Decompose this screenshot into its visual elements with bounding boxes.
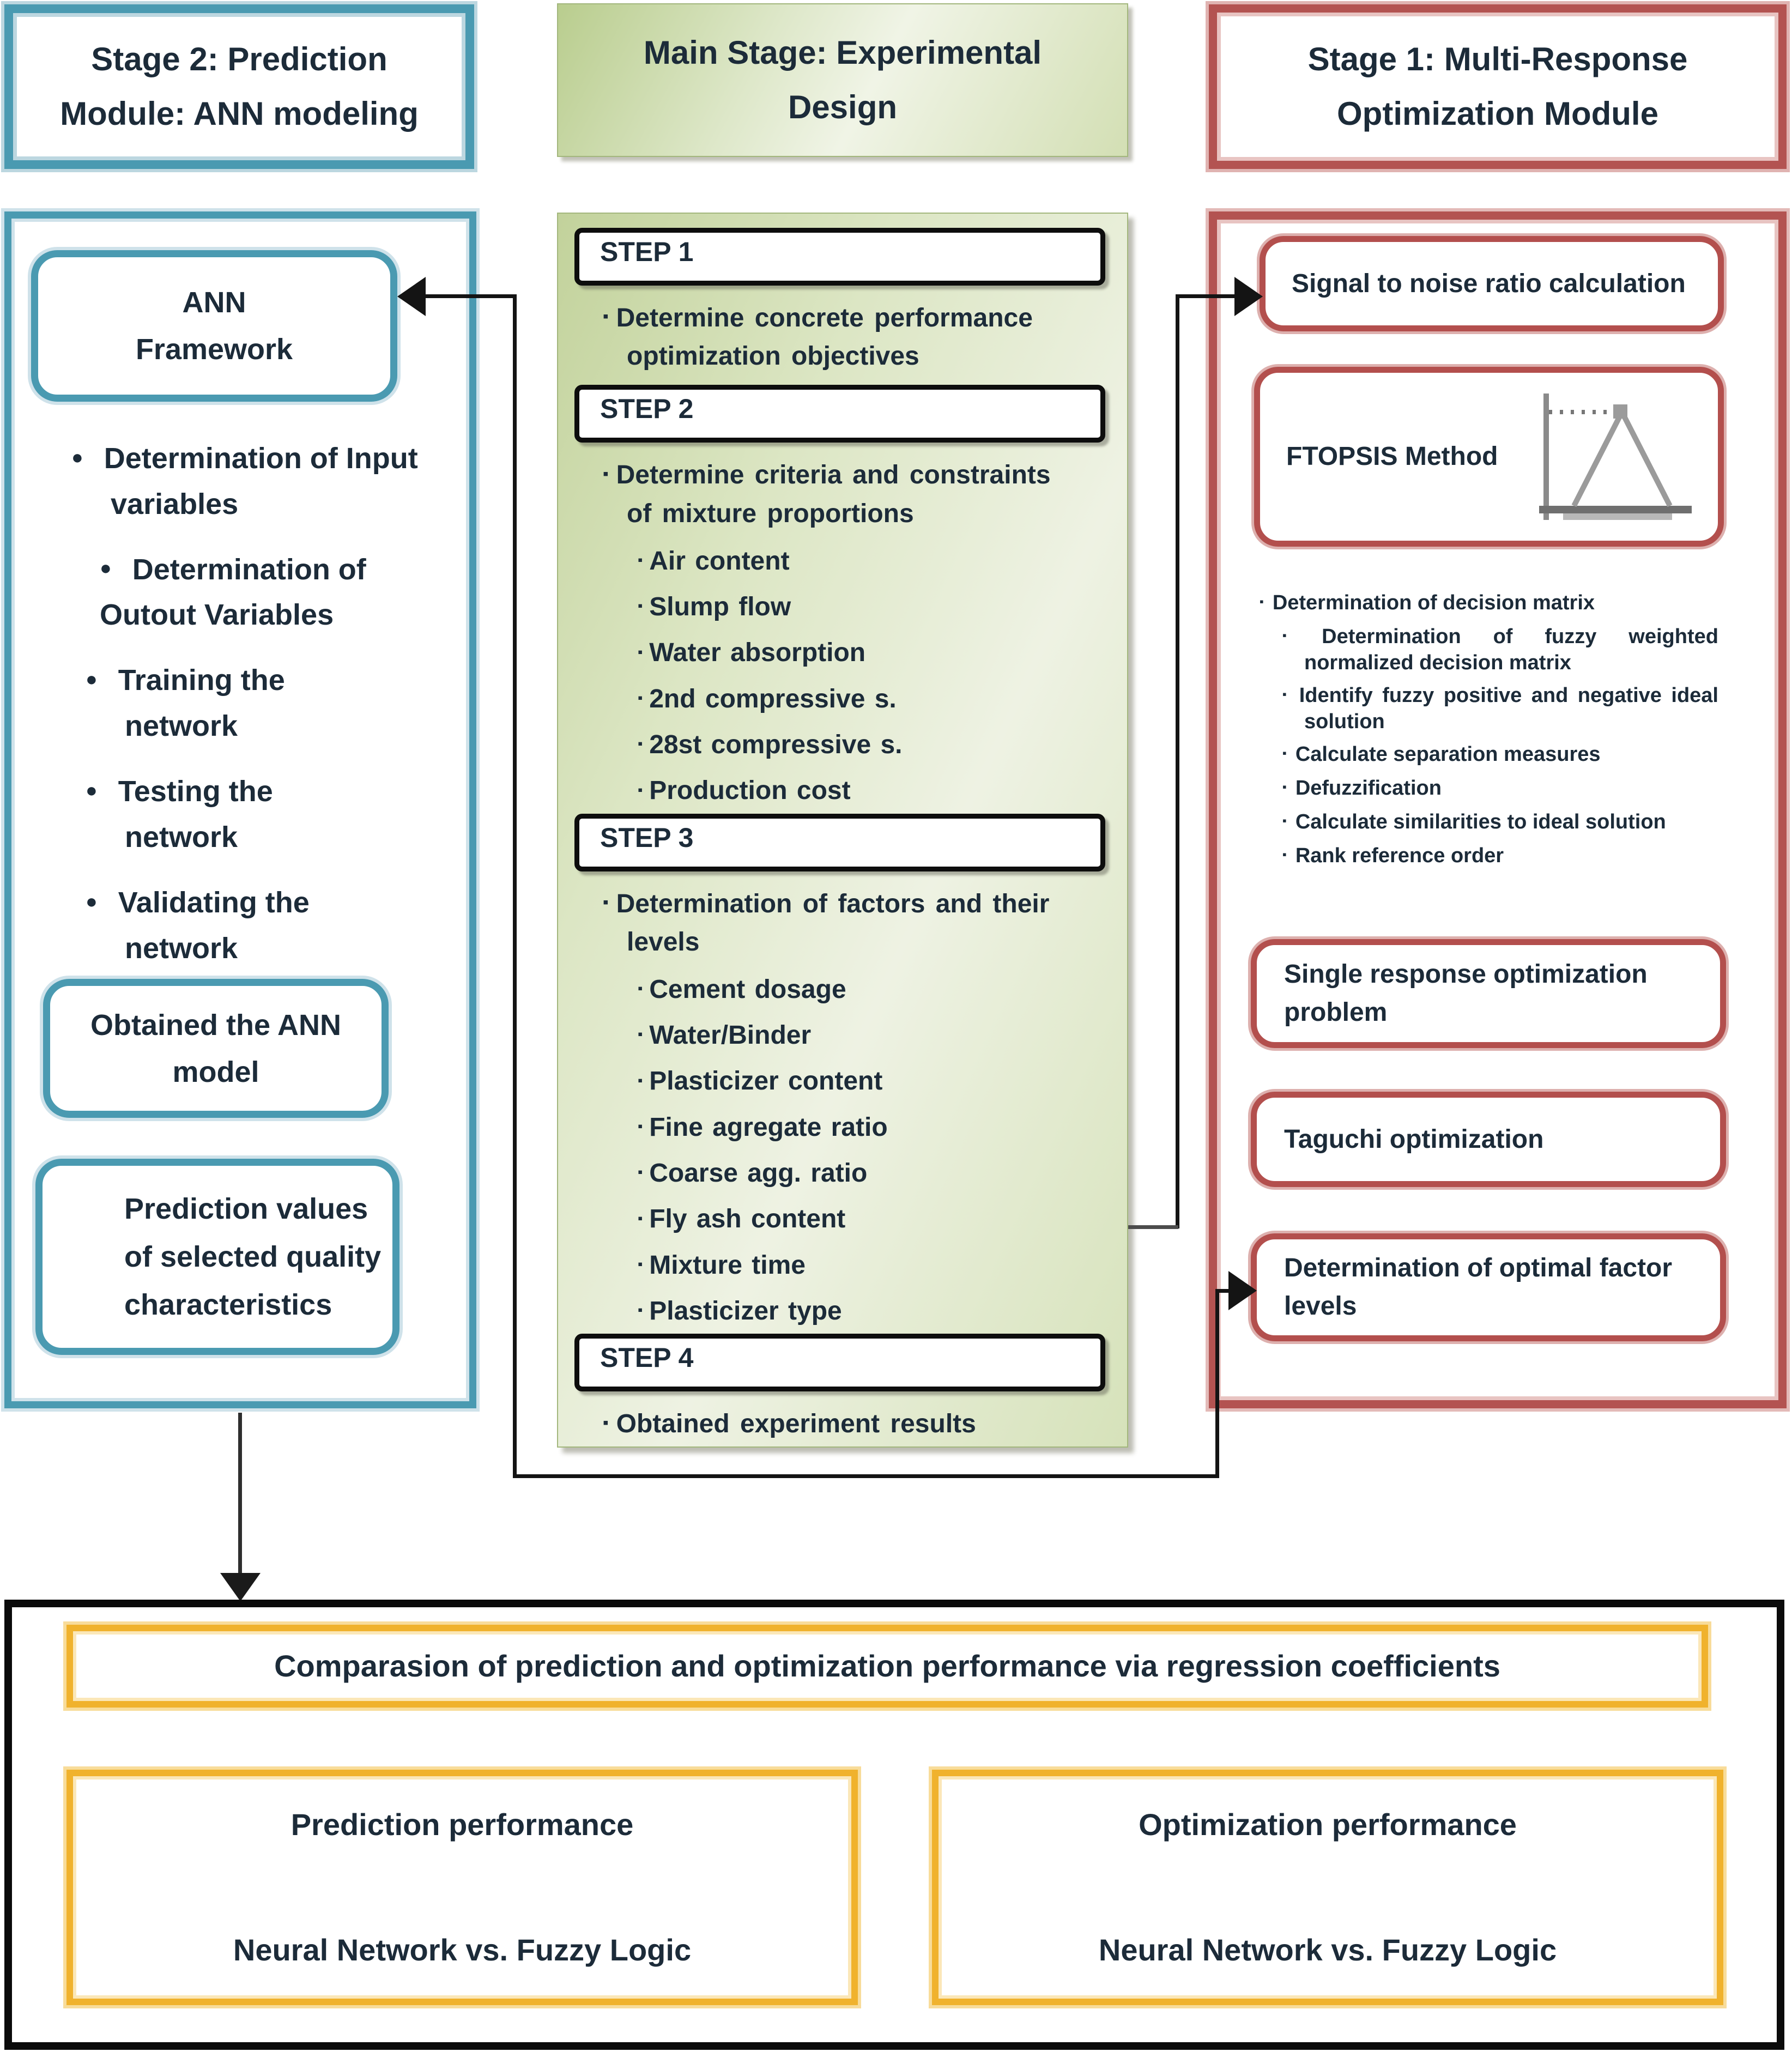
step-main-bullet <box>603 457 1113 495</box>
step-sub-bullet <box>638 1112 1113 1145</box>
step-main-text: Determine concrete performance <box>616 304 1033 332</box>
ann-step-text: Testing the <box>118 775 273 808</box>
optimization-module-panel <box>1209 211 1787 1408</box>
ftopsis-step-item <box>1282 776 1718 802</box>
ftopsis-step-text: Determination of fuzzy weighted normalized decision matrix <box>1304 625 1718 674</box>
step-header: STEP 3 <box>574 814 1105 871</box>
ann-step-line: variables <box>111 487 239 520</box>
ann-step-text: Training the <box>118 664 285 697</box>
prediction-values-line3: characteristics <box>124 1288 332 1321</box>
ann-step-line: network <box>125 710 238 743</box>
optimization-performance-line1: Optimization performance <box>1139 1807 1517 1842</box>
stage1-header-line2: Optimization Module <box>1337 95 1658 132</box>
ftopsis-step-text: Calculate separation measures <box>1295 742 1601 766</box>
ftopsis-step-item <box>1282 624 1718 675</box>
square-bullet-icon: ▪ <box>638 1209 643 1226</box>
prediction-values-box <box>35 1159 399 1355</box>
optimization-performance-line2: Neural Network vs. Fuzzy Logic <box>1098 1933 1557 1967</box>
square-bullet-icon: ▪ <box>638 735 643 752</box>
prediction-performance-box <box>66 1770 858 2005</box>
step-header: STEP 2 <box>574 385 1105 443</box>
stage2-header-line1: Stage 2: Prediction <box>91 41 388 77</box>
bullet-icon: ● <box>86 889 98 912</box>
main-stage-header-line2: Design <box>788 89 898 125</box>
square-bullet-icon: ▪ <box>638 980 643 997</box>
ann-step-text: Determination of Input <box>104 442 418 475</box>
ftopsis-step-item <box>1282 742 1718 768</box>
step-main-bullet <box>603 1406 1113 1444</box>
experimental-design-panel <box>557 213 1128 1448</box>
step-sub-bullet <box>638 546 1113 578</box>
signal-to-noise-label: Signal to noise ratio calculation <box>1292 269 1686 298</box>
connector-down-vertical <box>238 1413 242 1576</box>
comparison-box-label: Comparasion of prediction and optimization performance via regression coefficients <box>274 1649 1500 1683</box>
single-response-box <box>1251 939 1726 1048</box>
step-sub-bullet <box>638 591 1113 624</box>
step-sub-bullet <box>638 729 1113 762</box>
prediction-module-panel <box>4 211 476 1408</box>
square-bullet-icon: ▪ <box>1282 687 1291 701</box>
step-sub-text: Mixture time <box>649 1250 806 1280</box>
square-bullet-icon: ▪ <box>603 307 609 326</box>
step-sub-bullet <box>638 1296 1113 1328</box>
step-sub-bullet <box>638 1066 1113 1098</box>
square-bullet-icon: ▪ <box>638 1302 643 1318</box>
step-main-bullet <box>603 886 1113 924</box>
main-stage-header-line1: Main Stage: Experimental <box>643 34 1042 71</box>
step-sub-bullet <box>638 1158 1113 1190</box>
square-bullet-icon: ▪ <box>1282 779 1287 794</box>
step-sub-text: 2nd compressive s. <box>649 684 897 713</box>
ann-step-line <box>86 658 442 704</box>
square-bullet-icon: ▪ <box>638 689 643 706</box>
stage2-header-line2: Module: ANN modeling <box>60 95 419 132</box>
signal-to-noise-box <box>1260 236 1724 331</box>
ftopsis-step-item <box>1260 590 1690 616</box>
ann-step-line: network <box>125 820 238 854</box>
ann-step-item <box>86 658 442 748</box>
connector-bottom-horizontal <box>513 1474 1219 1478</box>
step-sub-text: Fine agregate ratio <box>649 1112 888 1142</box>
square-bullet-icon: ▪ <box>638 1256 643 1272</box>
step-sub-text: 28st compressive s. <box>649 730 903 759</box>
step-header: STEP 1 <box>574 228 1105 286</box>
step-sub-text: Water absorption <box>649 638 866 668</box>
step-sub-text: Coarse agg. ratio <box>649 1159 868 1188</box>
ann-step-text: Validating the <box>118 886 310 919</box>
ann-step-line: Outout Variables <box>100 598 334 632</box>
square-bullet-icon: ▪ <box>1282 746 1287 760</box>
square-bullet-icon: ▪ <box>603 1413 609 1432</box>
comparison-section <box>4 1600 1784 2050</box>
square-bullet-icon: ▪ <box>1282 813 1287 827</box>
prediction-values-line1: Prediction values <box>124 1193 368 1225</box>
prediction-performance-line1: Prediction performance <box>290 1807 634 1842</box>
comparison-box <box>66 1625 1708 1708</box>
single-response-label: Single response optimization problem <box>1284 960 1648 1027</box>
taguchi-optimization-label: Taguchi optimization <box>1284 1124 1544 1154</box>
ann-framework-box <box>31 250 397 402</box>
connector-ann-horizontal <box>426 294 517 298</box>
step-main-bullet: optimization objectives <box>627 342 919 371</box>
step-main-text: Determination of factors and their <box>616 889 1050 918</box>
square-bullet-icon: ▪ <box>603 464 609 483</box>
step-sub-bullet <box>638 1020 1113 1052</box>
ann-step-text: Determination of <box>132 553 366 586</box>
ann-step-line <box>100 548 442 594</box>
bullet-icon: ● <box>86 668 98 691</box>
step-sub-text: Water/Binder <box>649 1021 812 1050</box>
ann-step-item <box>86 881 442 970</box>
square-bullet-icon: ▪ <box>638 597 643 614</box>
step-main-bullet: of mixture proportions <box>627 499 914 528</box>
ann-step-line <box>86 770 442 815</box>
step-sub-bullet <box>638 637 1113 670</box>
connector-optimal-stub <box>1215 1289 1230 1293</box>
stage2-header-box <box>4 4 474 169</box>
square-bullet-icon: ▪ <box>638 1026 643 1043</box>
connector-green-box-stub <box>1128 1225 1178 1229</box>
step-header: STEP 4 <box>574 1334 1105 1391</box>
ann-step-item <box>100 548 442 637</box>
step-sub-bullet <box>638 1203 1113 1236</box>
ann-framework-line1: ANN <box>182 286 246 319</box>
main-stage-header-box <box>557 3 1128 157</box>
obtained-ann-model-line1: Obtained the ANN <box>90 1008 341 1042</box>
ftopsis-method-label: FTOPSIS Method <box>1286 442 1498 471</box>
connector-right-vertical-upper <box>1176 294 1179 1228</box>
arrowhead-into-optimal-box <box>1228 1271 1257 1310</box>
ann-framework-line2: Framework <box>135 333 293 366</box>
ftopsis-step-text: Determination of decision matrix <box>1272 591 1595 614</box>
ann-step-item <box>71 437 442 526</box>
connector-right-vertical-lower <box>1215 1291 1219 1478</box>
step-sub-text: Cement dosage <box>649 974 846 1004</box>
step-main-bullet: levels <box>627 927 700 957</box>
step-main-bullet <box>603 300 1113 338</box>
ftopsis-step-text: Identify fuzzy positive and negative ideal solution <box>1299 683 1718 733</box>
square-bullet-icon: ▪ <box>638 551 643 568</box>
ann-step-line <box>71 437 442 482</box>
ann-step-line <box>86 881 442 927</box>
bullet-icon: ● <box>100 556 112 579</box>
ann-step-item <box>86 770 442 859</box>
ftopsis-step-item <box>1282 809 1718 836</box>
prediction-values-line2: of selected quality <box>124 1240 382 1273</box>
step-sub-text: Slump flow <box>649 592 791 621</box>
ann-step-line: network <box>125 931 238 965</box>
square-bullet-icon: ▪ <box>638 643 643 660</box>
connector-left-vertical <box>513 294 517 1478</box>
fuzzy-triangle-chart-icon <box>1533 388 1696 530</box>
optimal-factor-levels-box <box>1251 1233 1726 1341</box>
square-bullet-icon: ▪ <box>1260 594 1264 608</box>
ftopsis-step-text: Defuzzification <box>1295 776 1442 800</box>
ann-steps-list <box>71 437 442 992</box>
square-bullet-icon: ▪ <box>638 1118 643 1135</box>
taguchi-optimization-box <box>1251 1092 1726 1187</box>
square-bullet-icon: ▪ <box>603 893 609 911</box>
step-main-text: Obtained experiment results <box>616 1409 976 1439</box>
obtained-ann-model-line2: model <box>172 1055 259 1088</box>
square-bullet-icon: ▪ <box>638 1164 643 1181</box>
connector-signal-horizontal <box>1176 294 1236 298</box>
arrowhead-into-ann-framework <box>397 277 426 316</box>
step-sub-text: Plasticizer type <box>649 1297 842 1325</box>
step-sub-bullet <box>638 1250 1113 1282</box>
step-sub-bullet <box>638 974 1113 1007</box>
bullet-icon: ● <box>71 445 83 468</box>
ftopsis-steps-list <box>1260 590 1718 877</box>
step-main-text: Determine criteria and constraints <box>616 461 1051 490</box>
square-bullet-icon: ▪ <box>1282 628 1313 642</box>
step-sub-text: Plasticizer content <box>649 1067 883 1096</box>
bullet-icon: ● <box>86 778 98 801</box>
ftopsis-step-text: Calculate similarities to ideal solution <box>1295 810 1666 833</box>
ftopsis-step-text: Rank reference order <box>1295 844 1504 867</box>
stage1-header-line1: Stage 1: Multi-Response <box>1307 41 1688 77</box>
obtained-ann-model-box <box>43 979 389 1118</box>
square-bullet-icon: ▪ <box>1282 847 1287 861</box>
step-sub-bullet <box>638 775 1113 808</box>
optimal-factor-levels-label: Determination of optimal factor levels <box>1284 1254 1673 1321</box>
arrowhead-into-signal-box <box>1234 277 1263 316</box>
prediction-performance-line2: Neural Network vs. Fuzzy Logic <box>233 1933 692 1967</box>
step-sub-text: Air content <box>649 546 790 576</box>
arrowhead-into-bottom-section <box>220 1573 261 1601</box>
square-bullet-icon: ▪ <box>638 781 643 798</box>
stage1-header-box <box>1209 4 1787 169</box>
step-sub-text: Fly ash content <box>649 1204 846 1234</box>
step-sub-text: Production cost <box>649 776 851 806</box>
square-bullet-icon: ▪ <box>638 1072 643 1088</box>
ftopsis-method-box <box>1254 367 1724 547</box>
step-sub-bullet <box>638 683 1113 716</box>
ftopsis-step-item <box>1282 683 1718 734</box>
optimization-performance-box <box>932 1770 1723 2005</box>
ftopsis-step-item <box>1282 843 1718 869</box>
